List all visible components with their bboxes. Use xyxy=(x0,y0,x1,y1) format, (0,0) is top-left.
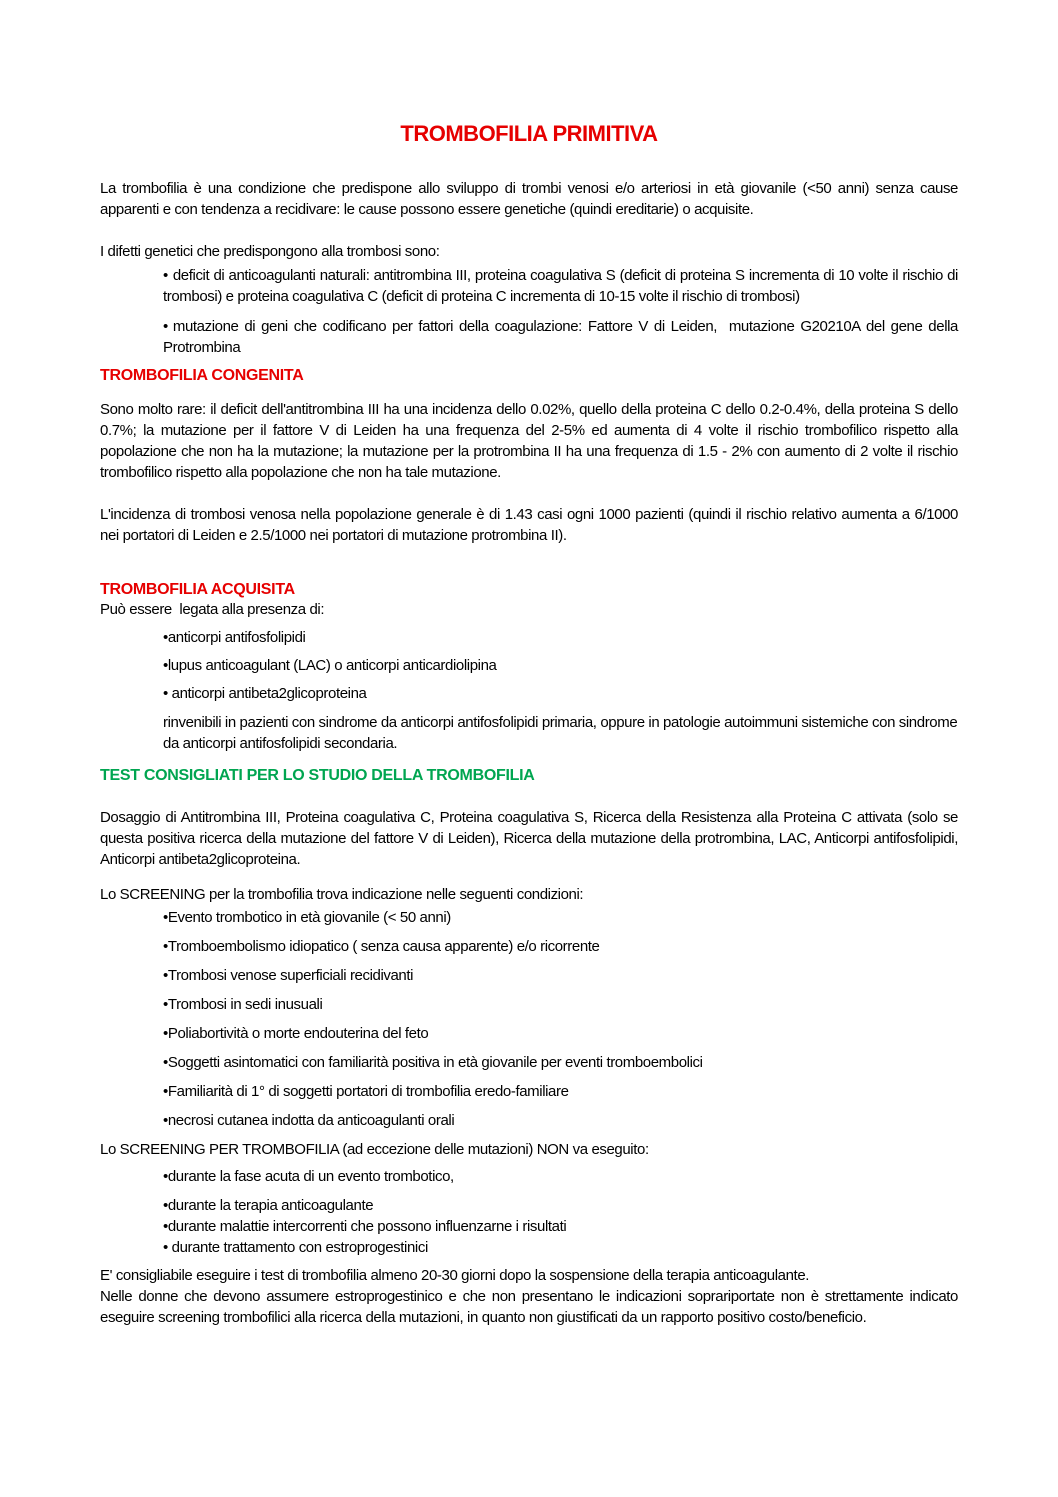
list-item xyxy=(100,1195,958,1216)
list-item xyxy=(100,936,958,957)
list-item xyxy=(100,994,958,1015)
screening-indicated-list xyxy=(100,907,958,1131)
bullet-icon: • xyxy=(163,1218,168,1235)
bullet-icon: • xyxy=(163,1025,168,1042)
list-item xyxy=(100,1081,958,1102)
bullet-icon: • xyxy=(163,967,168,984)
list-item-text: anticorpi antifosfolipidi xyxy=(167,629,306,646)
acquisita-list xyxy=(100,627,958,704)
acquisita-intro: Può essere legata alla presenza di: xyxy=(100,601,325,618)
list-item xyxy=(100,1237,958,1258)
list-item xyxy=(100,965,958,986)
genetic-defects-intro: I difetti genetici che predispongono alla trombosi sono: xyxy=(100,243,440,260)
list-item xyxy=(100,1166,958,1187)
bullet-icon: • xyxy=(163,685,168,702)
bullet-icon: • xyxy=(163,1168,168,1185)
screening-indicated-intro: Lo SCREENING per la trombofilia trova indicazione nelle seguenti condizioni: xyxy=(100,886,584,903)
list-item xyxy=(100,316,962,358)
bullet-icon: • xyxy=(163,657,168,674)
list-item-text: durante la fase acuta di un evento trombotico, xyxy=(167,1168,454,1185)
test-paragraph: Dosaggio di Antitrombina III, Proteina coagulativa C, Proteina coagulativa S, Ricerca della Resistenza alla Proteina C attivata (solo se questa positiva ricerca della mutazione del fattore V di Leiden), Ricerca della mutazione della protrombina, LAC, Anticorpi antifosfolipidi, Anticorpi antibeta2glicoproteina. xyxy=(100,809,962,868)
bullet-icon: • xyxy=(163,996,168,1013)
list-item-text: Familiarità di 1° di soggetti portatori di trombofilia eredo-familiare xyxy=(167,1083,569,1100)
section-heading-test: TEST CONSIGLIATI PER LO STUDIO DELLA TROMBOFILIA xyxy=(100,767,535,784)
bullet-icon: • xyxy=(163,1054,168,1071)
section-heading-congenita: TROMBOFILIA CONGENITA xyxy=(100,367,304,384)
section-heading-acquisita: TROMBOFILIA ACQUISITA xyxy=(100,581,295,598)
list-item xyxy=(100,1023,958,1044)
bullet-icon: • xyxy=(163,909,168,926)
list-item xyxy=(100,265,962,307)
bullet-icon: • xyxy=(163,267,168,284)
screening-excluded-list xyxy=(100,1166,958,1258)
closing-paragraph xyxy=(100,1265,962,1328)
list-item-text: Evento trombotico in età giovanile (< 50 anni) xyxy=(167,909,451,926)
bullet-icon: • xyxy=(163,1239,168,1256)
genetic-defects-list xyxy=(100,265,962,358)
intro-paragraph: La trombofilia è una condizione che predispone allo sviluppo di trombi venosi e/o arteriosi in età giovanile (<50 anni) senza cause apparenti e con tendenza a recidivare: le cause possono essere genetiche (quindi ereditarie) o acquisite. xyxy=(100,180,962,218)
list-item-text: lupus anticoagulant (LAC) o anticorpi anticardiolipina xyxy=(167,657,497,674)
list-item-text: Poliabortività o morte endouterina del feto xyxy=(167,1025,429,1042)
list-item xyxy=(100,1216,958,1237)
list-item-text: mutazione di geni che codificano per fattori della coagulazione: Fattore V di Leiden, mutazione G20210A del gene della Protrombina xyxy=(163,318,962,356)
list-item-text: Tromboembolismo idiopatico ( senza causa apparente) e/o ricorrente xyxy=(167,938,600,955)
list-item-text: anticorpi antibeta2glicoproteina xyxy=(167,685,367,702)
list-item xyxy=(100,907,958,928)
bullet-icon: • xyxy=(163,938,168,955)
acquisita-outro: rinvenibili in pazienti con sindrome da anticorpi antifosfolipidi primaria, oppure in patologie autoimmuni sistemiche con sindrome da anticorpi antifosfolipidi secondaria. xyxy=(163,714,962,752)
incidence-paragraph: L'incidenza di trombosi venosa nella popolazione generale è di 1.43 casi ogni 1000 pazienti (quindi il rischio relativo aumenta a 6/1000 nei portatori di Leiden e 2.5/1000 nei portatori di mutazione protrombina II). xyxy=(100,506,962,544)
list-item-text: deficit di anticoagulanti naturali: antitrombina III, proteina coagulativa S (deficit di proteina S incrementa di 10 volte il rischio di trombosi) e proteina coagulativa C (deficit di proteina C incrementa di 10-15 volte il rischio di trombosi) xyxy=(163,267,962,305)
list-item-text: durante trattamento con estroprogestinici xyxy=(167,1239,428,1256)
bullet-icon: • xyxy=(163,1083,168,1100)
list-item-text: durante malattie intercorrenti che possono influenzarne i risultati xyxy=(167,1218,567,1235)
list-item-text: necrosi cutanea indotta da anticoagulanti orali xyxy=(167,1112,455,1129)
congenita-paragraph: Sono molto rare: il deficit dell'antitrombina III ha una incidenza dello 0.02%, quello della proteina C dello 0.2-0.4%, della proteina S dello 0.7%; la mutazione per il fattore V di Leiden ha una frequenza del 2-5% ed aumenta di 4 volte il rischio trombofilico rispetto alla popolazione che non ha la mutazione; la mutazione per la protrombina II ha una frequenza di 1.5 - 2% con aumento di 2 volte il rischio trombofilico rispetto alla popolazione che non ha tale mutazione. xyxy=(100,401,962,481)
bullet-icon: • xyxy=(163,629,168,646)
list-item xyxy=(100,1052,958,1073)
bullet-icon: • xyxy=(163,1112,168,1129)
list-item xyxy=(100,627,958,648)
page-title: TROMBOFILIA PRIMITIVA xyxy=(400,121,658,146)
closing-line-1: E' consigliabile eseguire i test di trombofilia almeno 20-30 giorni dopo la sospensione della terapia anticoagulante. xyxy=(100,1267,810,1284)
list-item-text: Trombosi in sedi inusuali xyxy=(167,996,323,1013)
closing-line-rest: Nelle donne che devono assumere estroprogestinico e che non presentano le indicazioni soprariportate non è strettamente indicato eseguire screening trombofilici alla ricerca della mutazioni, in quanto non giustificati da un rapporto positivo costo/beneficio. xyxy=(100,1288,962,1326)
list-item-text: Trombosi venose superficiali recidivanti xyxy=(167,967,414,984)
list-item xyxy=(100,683,958,704)
list-item xyxy=(100,655,958,676)
list-item-text: durante la terapia anticoagulante xyxy=(167,1197,374,1214)
screening-excluded-intro: Lo SCREENING PER TROMBOFILIA (ad eccezione delle mutazioni) NON va eseguito: xyxy=(100,1141,649,1158)
bullet-icon: • xyxy=(163,318,168,335)
list-item xyxy=(100,1110,958,1131)
list-item-text: Soggetti asintomatici con familiarità positiva in età giovanile per eventi tromboembolici xyxy=(167,1054,703,1071)
bullet-icon: • xyxy=(163,1197,168,1214)
